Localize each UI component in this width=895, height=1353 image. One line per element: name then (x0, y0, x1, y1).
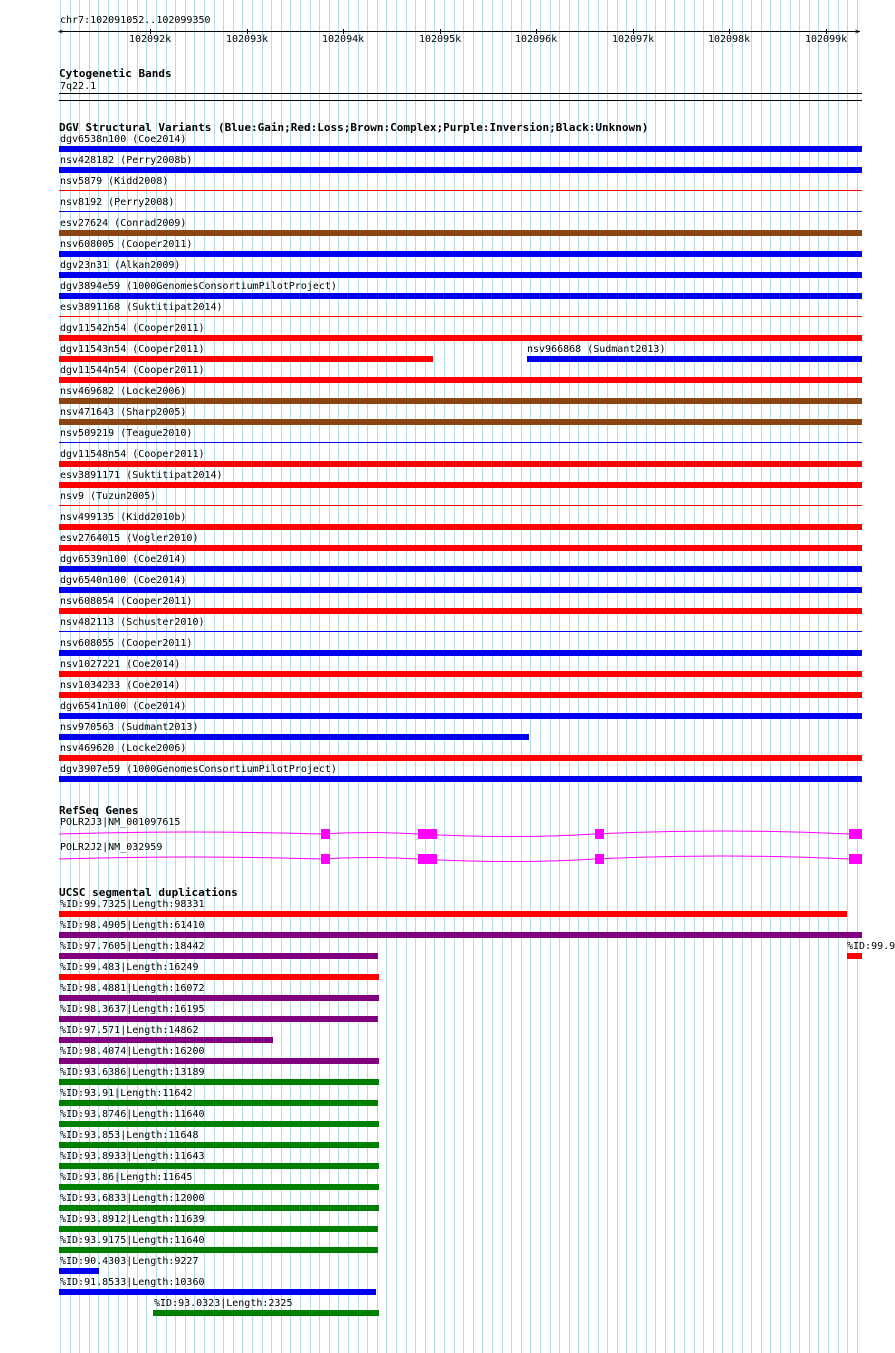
segdups-title: UCSC segmental duplications (59, 886, 238, 899)
dgv-variant-label: nsv499135 (Kidd2010b) (60, 512, 187, 523)
segdup-label: %ID:93.9175|Length:11640 (60, 1235, 205, 1246)
ruler-tick-label: 102094k (322, 34, 365, 45)
segdup-bar (153, 1310, 379, 1316)
segdup-label: %ID:98.4074|Length:16200 (60, 1046, 205, 1057)
segdup-bar (59, 1058, 379, 1064)
dgv-variant-bar (59, 776, 862, 782)
gene-exon (418, 829, 437, 839)
gene-exon (321, 829, 330, 839)
gene-label: POLR2J2|NM_032959 (60, 842, 163, 853)
segdup-bar (59, 1268, 99, 1274)
dgv-variant-bar (59, 671, 862, 677)
segdup-label: %ID:90.4303|Length:9227 (60, 1256, 199, 1267)
segdup-label: %ID:93.0323|Length:2325 (154, 1298, 293, 1309)
dgv-variant-label: dgv6541n100 (Coe2014) (60, 701, 187, 712)
dgv-variant-label: nsv9 (Tuzun2005) (60, 491, 157, 502)
segdup-label: %ID:98.3637|Length:16195 (60, 1004, 205, 1015)
dgv-variant-bar (59, 419, 862, 425)
segdup-bar (59, 1184, 379, 1190)
dgv-variant-label: nsv471643 (Sharp2005) (60, 407, 187, 418)
dgv-variant-label: dgv3894e59 (1000GenomesConsortiumPilotProject) (60, 281, 337, 292)
dgv-variant-label: nsv5879 (Kidd2008) (60, 176, 169, 187)
dgv-variant-bar (59, 293, 862, 299)
dgv-variant-bar (59, 211, 862, 212)
dgv-variant-bar (59, 461, 862, 467)
dgv-variant-bar (59, 377, 862, 383)
dgv-variant-label: dgv6539n100 (Coe2014) (60, 554, 187, 565)
gene-exon (321, 854, 330, 864)
gene-exon (849, 854, 862, 864)
dgv-variant-label: esv3891171 (Suktitipat2014) (60, 470, 223, 481)
dgv-variant-label: esv3891168 (Suktitipat2014) (60, 302, 223, 313)
cytobands-title: Cytogenetic Bands (59, 67, 172, 80)
dgv-variant-label: dgv23n31 (Alkan2009) (60, 260, 181, 271)
segdup-bar (59, 911, 847, 917)
dgv-variant-bar (59, 734, 529, 740)
dgv-variant-label: dgv11542n54 (Cooper2011) (60, 323, 205, 334)
dgv-variant-bar (59, 356, 433, 362)
segdup-bar (59, 1142, 379, 1148)
segdup-bar (59, 1037, 273, 1043)
cytoband-line-bottom (59, 100, 862, 101)
segdup-label: %ID:98.4905|Length:61410 (60, 920, 205, 931)
dgv-variant-label: nsv8192 (Perry2008) (60, 197, 175, 208)
dgv-variant-bar (59, 272, 862, 278)
dgv-variant-bar (59, 335, 862, 341)
dgv-variant-label: nsv608005 (Cooper2011) (60, 239, 193, 250)
segdup-label: %ID:93.8746|Length:11640 (60, 1109, 205, 1120)
ruler-tick-label: 102093k (226, 34, 269, 45)
segdup-label: %ID:93.6386|Length:13189 (60, 1067, 205, 1078)
segdup-label: %ID:98.4881|Length:16072 (60, 983, 205, 994)
segdup-label: %ID:91.8533|Length:10360 (60, 1277, 205, 1288)
segdup-label: %ID:93.91|Length:11642 (60, 1088, 193, 1099)
dgv-variant-bar (59, 631, 862, 632)
dgv-variant-label: nsv608054 (Cooper2011) (60, 596, 193, 607)
dgv-variant-bar (59, 650, 862, 656)
dgv-variant-label: nsv469620 (Locke2006) (60, 743, 187, 754)
gene-label: POLR2J3|NM_001097615 (60, 817, 181, 828)
dgv-variant-label: esv27624 (Conrad2009) (60, 218, 187, 229)
dgv-variant-bar (59, 524, 862, 530)
segdup-label: %ID:97.7605|Length:18442 (60, 941, 205, 952)
dgv-variant-label: nsv1027221 (Coe2014) (60, 659, 181, 670)
ruler-tick-label: 102096k (515, 34, 558, 45)
dgv-variant-label: nsv970563 (Sudmant2013) (60, 722, 199, 733)
dgv-variant-bar (59, 587, 862, 593)
dgv-variant-bar (59, 713, 862, 719)
segdup-label: %ID:99.9 (847, 941, 895, 952)
gene-intron-path (59, 831, 849, 837)
dgv-variant-bar (59, 190, 862, 191)
dgv-variant-label: dgv11543n54 (Cooper2011) (60, 344, 205, 355)
dgv-variant-bar (59, 230, 862, 236)
gene-exon (418, 854, 437, 864)
dgv-variant-bar (527, 356, 862, 362)
dgv-variant-bar (59, 251, 862, 257)
dgv-variant-label: nsv608055 (Cooper2011) (60, 638, 193, 649)
segdup-bar (59, 1247, 378, 1253)
dgv-variant-bar (59, 316, 862, 317)
gene-exon (849, 829, 862, 839)
ruler-right-arrow: > (855, 27, 860, 36)
dgv-variant-label: dgv11548n54 (Cooper2011) (60, 449, 205, 460)
segdup-bar (59, 1121, 379, 1127)
ruler-left-arrow: < (58, 27, 63, 36)
dgv-variant-bar (59, 442, 862, 443)
segdup-bar (59, 995, 379, 1001)
segdup-bar (59, 1226, 378, 1232)
ruler-tick-label: 102098k (708, 34, 751, 45)
gene-intron-path (59, 856, 849, 862)
gene-exon (595, 854, 604, 864)
gene-exon (595, 829, 604, 839)
cytoband-label: 7q22.1 (60, 81, 97, 92)
segdup-bar (847, 953, 862, 959)
dgv-variant-bar (59, 167, 862, 173)
segdup-label: %ID:93.86|Length:11645 (60, 1172, 193, 1183)
segdup-bar (59, 1163, 379, 1169)
dgv-title: DGV Structural Variants (Blue:Gain;Red:Loss;Brown:Complex;Purple:Inversion;Black:Unknown) (59, 121, 649, 134)
segdup-label: %ID:99.483|Length:16249 (60, 962, 199, 973)
dgv-variant-bar (59, 545, 862, 551)
dgv-variant-label: dgv3907e59 (1000GenomesConsortiumPilotProject) (60, 764, 337, 775)
segdup-label: %ID:93.6833|Length:12000 (60, 1193, 205, 1204)
dgv-variant-label: nsv966868 (Sudmant2013) (527, 344, 666, 355)
dgv-variant-label: nsv1034233 (Coe2014) (60, 680, 181, 691)
segdup-label: %ID:93.8912|Length:11639 (60, 1214, 205, 1225)
ruler-tick-label: 102099k (805, 34, 848, 45)
dgv-variant-label: dgv6540n100 (Coe2014) (60, 575, 187, 586)
segdup-bar (59, 953, 378, 959)
segdup-bar (59, 1289, 376, 1295)
dgv-variant-label: nsv428182 (Perry2008b) (60, 155, 193, 166)
segdup-bar (59, 1016, 378, 1022)
segdup-bar (59, 1205, 379, 1211)
gene-intron-line (59, 852, 864, 866)
refseq-title: RefSeq Genes (59, 804, 139, 817)
dgv-variant-bar (59, 505, 862, 506)
segdup-bar (59, 1100, 378, 1106)
segdup-bar (59, 932, 862, 938)
dgv-variant-bar (59, 482, 862, 488)
segdup-label: %ID:93.8933|Length:11643 (60, 1151, 205, 1162)
segdup-bar (59, 1079, 379, 1085)
ruler-tick-label: 102095k (419, 34, 462, 45)
segdup-label: %ID:93.853|Length:11648 (60, 1130, 199, 1141)
dgv-variant-label: nsv509219 (Teague2010) (60, 428, 193, 439)
dgv-variant-label: nsv469682 (Locke2006) (60, 386, 187, 397)
dgv-variant-label: dgv6538n100 (Coe2014) (60, 134, 187, 145)
dgv-variant-label: esv2764015 (Vogler2010) (60, 533, 199, 544)
dgv-variant-label: nsv482113 (Schuster2010) (60, 617, 205, 628)
dgv-variant-bar (59, 692, 862, 698)
dgv-variant-bar (59, 608, 862, 614)
region-label: chr7:102091052..102099350 (60, 15, 211, 26)
ruler-tick-label: 102097k (612, 34, 655, 45)
dgv-variant-bar (59, 398, 862, 404)
dgv-variant-label: dgv11544n54 (Cooper2011) (60, 365, 205, 376)
segdup-label: %ID:99.7325|Length:98331 (60, 899, 205, 910)
segdup-bar (59, 974, 379, 980)
dgv-variant-bar (59, 755, 862, 761)
gene-intron-line (59, 827, 864, 841)
segdup-label: %ID:97.571|Length:14862 (60, 1025, 199, 1036)
dgv-variant-bar (59, 146, 862, 152)
dgv-variant-bar (59, 566, 862, 572)
ruler-tick-label: 102092k (129, 34, 172, 45)
ruler-axis (60, 31, 860, 32)
cytoband-line-top (59, 93, 862, 94)
